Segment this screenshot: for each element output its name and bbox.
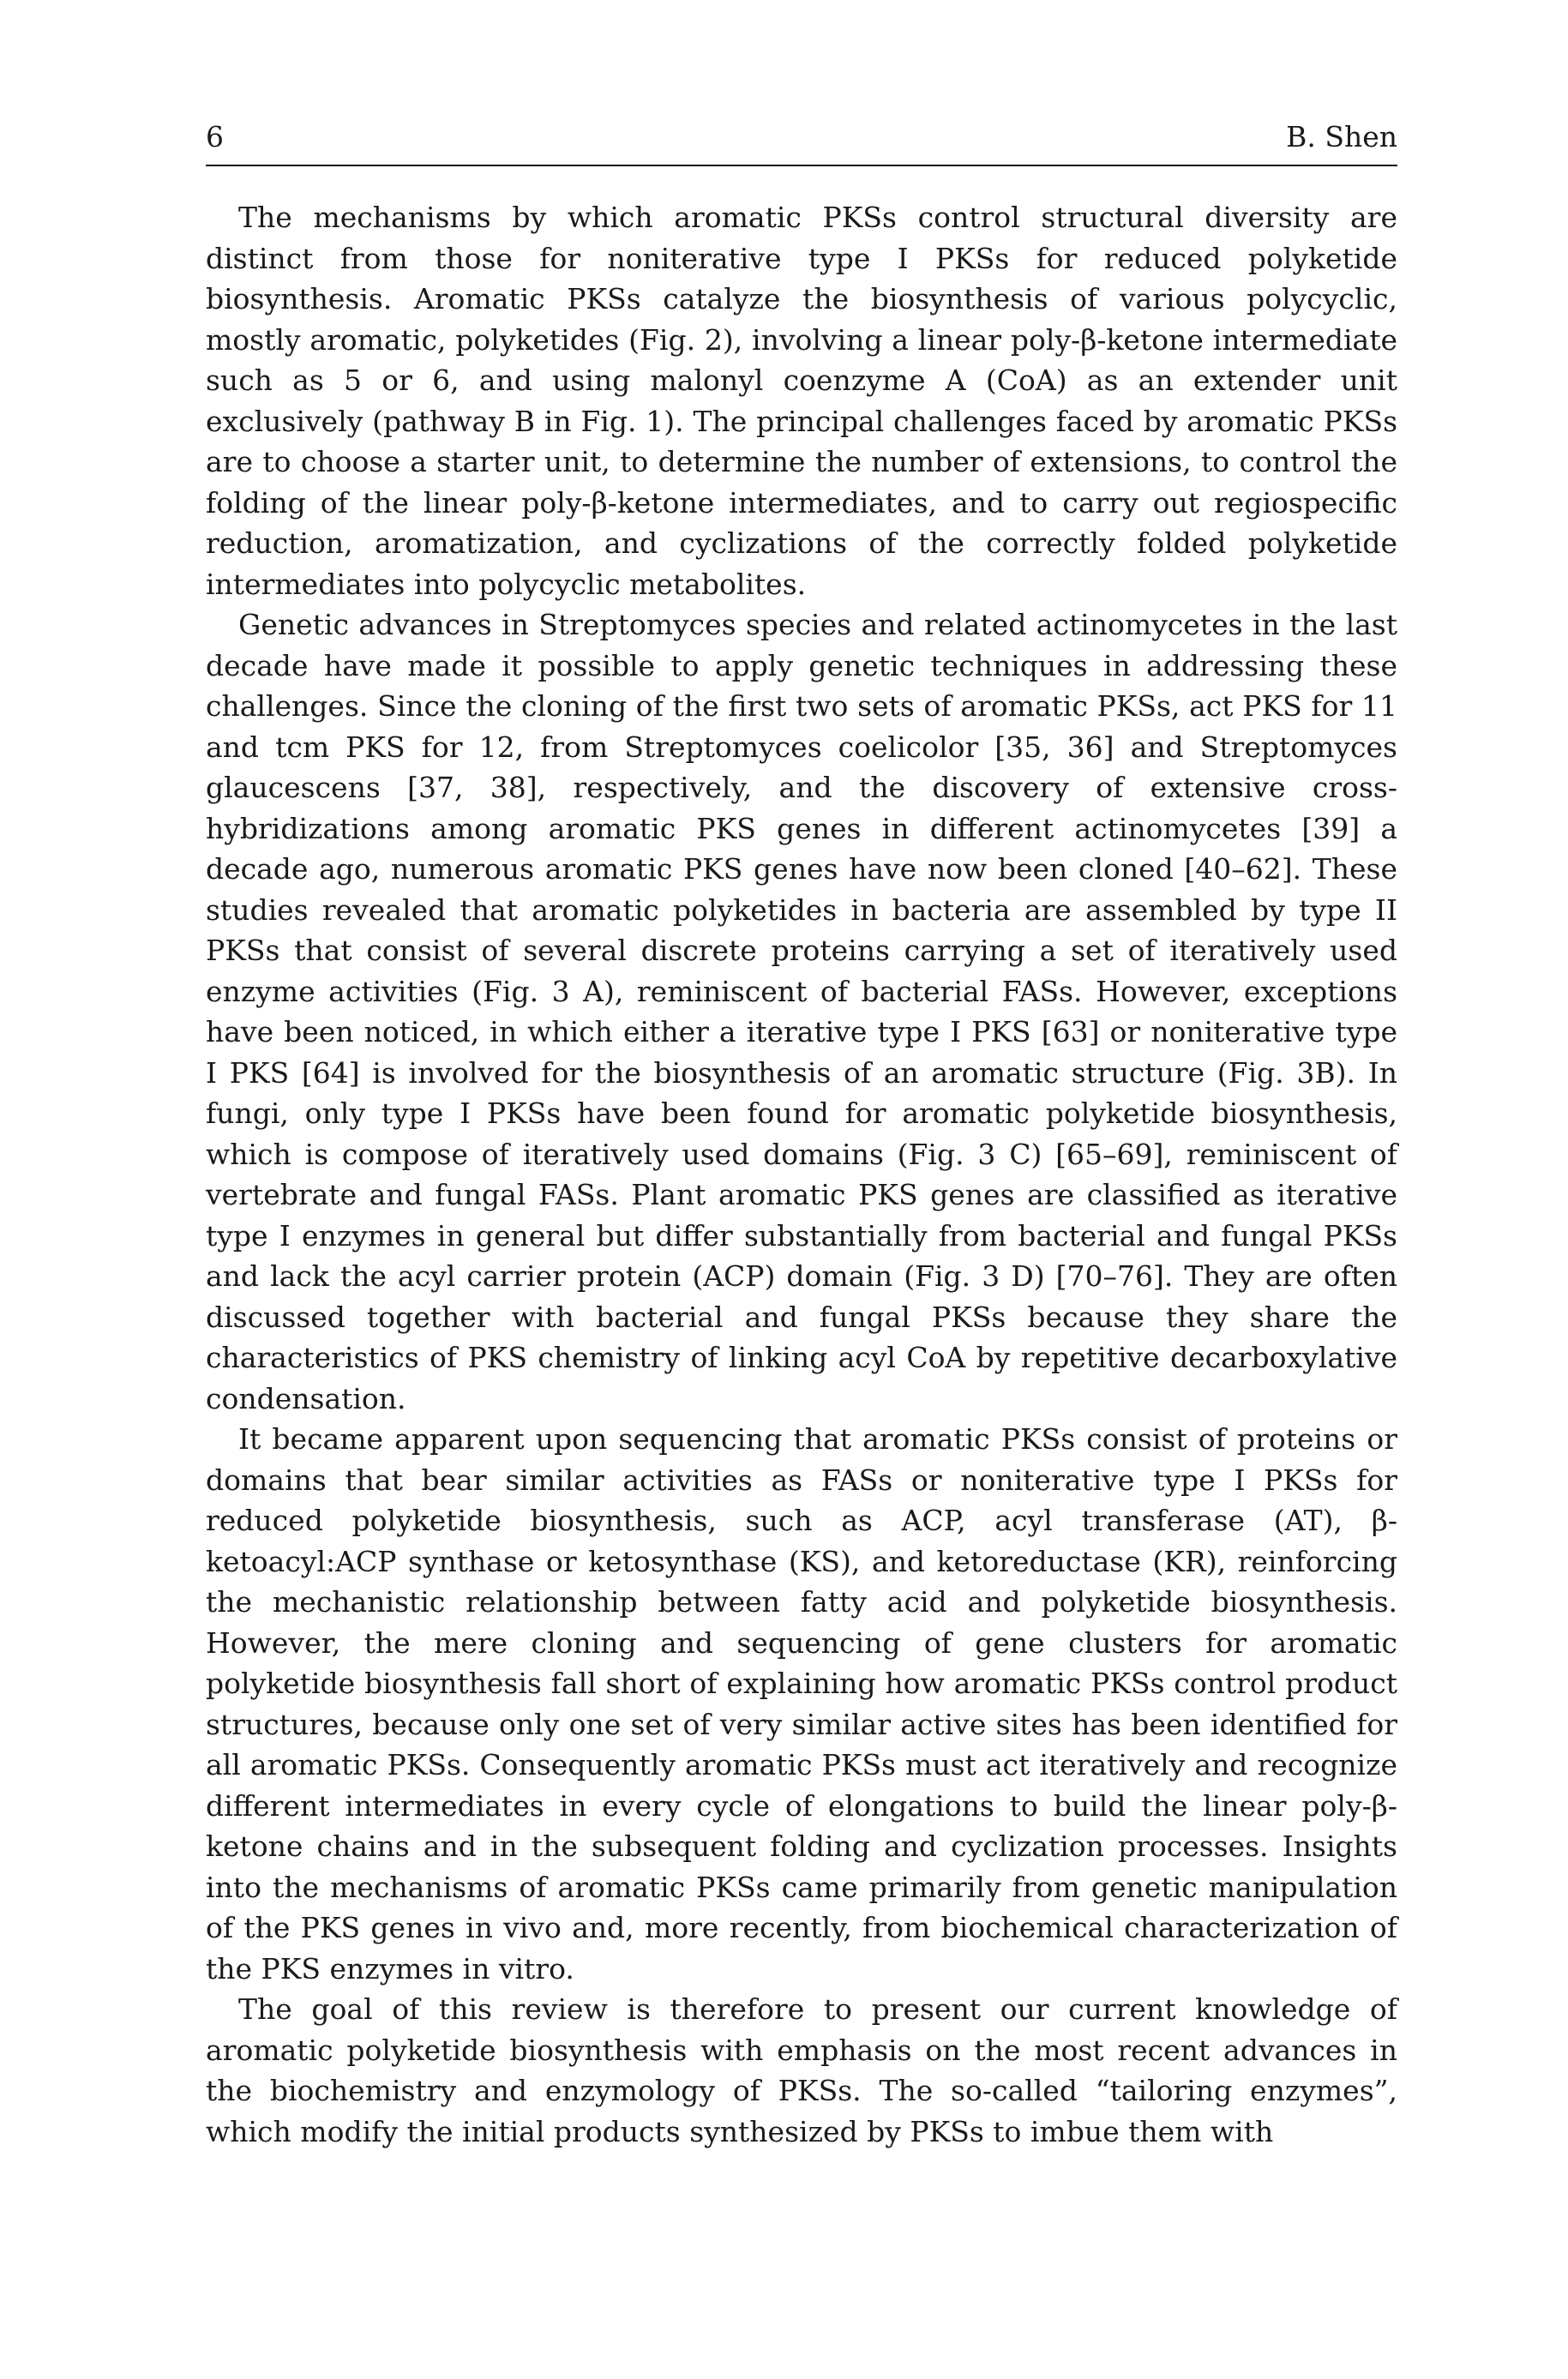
page-number: 6	[206, 120, 224, 153]
body-text	[206, 197, 1397, 2152]
page	[206, 120, 1397, 2152]
paragraph-4: The goal of this review is therefore to present our current knowledge of aromatic polyketide biosynthesis with emphasis on the most recent advances in the biochemistry and enzymology of PKSs. The so-called “tailoring enzymes”, which modify the initial products synthesized by PKSs to imbue them with	[206, 1992, 1397, 2148]
running-head-author: B. Shen	[1286, 120, 1397, 153]
paragraph-3: It became apparent upon sequencing that aromatic PKSs consist of proteins or domains that bear similar activities as FASs or noniterative type I PKSs for reduced polyketide biosynthesis, such as ACP, acyl transferase (AT), β-ketoacyl:ACP synthase or ketosynthase (KS), and ketoreductase (KR), reinforcing the mechanistic relationship between fatty acid and polyketide biosynthesis. However, the mere cloning and sequencing of gene clusters for aromatic polyketide biosynthesis fall short of explaining how aromatic PKSs control product structures, because only one set of very similar active sites has been identified for all aromatic PKSs. Consequently aromatic PKSs must act iteratively and recognize different intermediates in every cycle of elongations to build the linear poly-β-ketone chains and in the subsequent folding and cyclization processes. Insights into the mechanisms of aromatic PKSs came primarily from genetic manipulation of the PKS genes in vivo and, more recently, from biochemical characterization of the PKS enzymes in vitro.	[206, 1422, 1397, 1986]
paragraph-2: Genetic advances in Streptomyces species and related actinomycetes in the last decade have made it possible to apply genetic techniques in addressing these challenges. Since the cloning of the first two sets of aromatic PKSs, act PKS for 11 and tcm PKS for 12, from Streptomyces coelicolor [35, 36] and Streptomyces glaucescens [37, 38], respectively, and the discovery of extensive cross-hybridizations among aromatic PKS genes in different actinomycetes [39] a decade ago, numerous aromatic PKS genes have now been cloned [40–62]. These studies revealed that aromatic polyketides in bacteria are assembled by type II PKSs that consist of several discrete proteins carrying a set of iteratively used enzyme activities (Fig. 3 A), reminiscent of bacterial FASs. However, exceptions have been noticed, in which either a iterative type I PKS [63] or noniterative type I PKS [64] is involved for the biosynthesis of an aromatic structure (Fig. 3B). In fungi, only type I PKSs have been found for aromatic polyketide biosynthesis, which is compose of iteratively used domains (Fig. 3 C) [65–69], reminiscent of vertebrate and fungal FASs. Plant aromatic PKS genes are classified as iterative type I enzymes in general but differ substantially from bacterial and fungal PKSs and lack the acyl carrier protein (ACP) domain (Fig. 3 D) [70–76]. They are often discussed together with bacterial and fungal PKSs because they share the characteristics of PKS chemistry of linking acyl CoA by repetitive decarboxylative condensation.	[206, 608, 1397, 1415]
paragraph-1: The mechanisms by which aromatic PKSs control structural diversity are distinct from those for noniterative type I PKSs for reduced polyketide biosynthesis. Aromatic PKSs catalyze the biosynthesis of various polycyclic, mostly aromatic, polyketides (Fig. 2), involving a linear poly-β-ketone intermediate such as 5 or 6, and using malonyl coenzyme A (CoA) as an extender unit exclusively (pathway B in Fig. 1). The principal challenges faced by aromatic PKSs are to choose a starter unit, to determine the number of extensions, to control the folding of the linear poly-β-ketone intermediates, and to carry out regiospecific reduction, aromatization, and cyclizations of the correctly folded polyketide intermediates into polycyclic metabolites.	[206, 201, 1397, 601]
running-head	[206, 120, 1397, 166]
